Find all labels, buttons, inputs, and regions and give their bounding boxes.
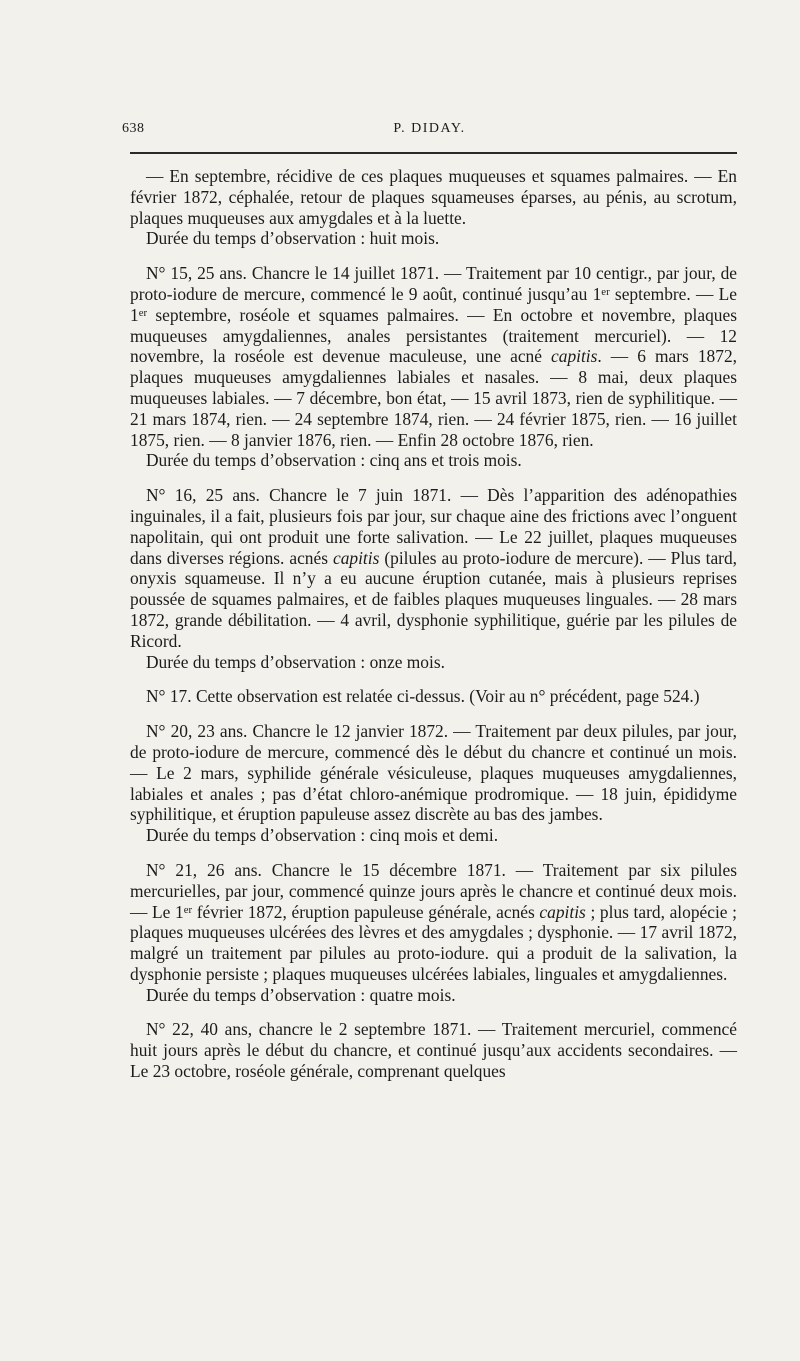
paragraph — [130, 686, 737, 707]
paragraph — [130, 166, 737, 228]
text-run: septembre, roséole et squames palmaires. — En octobre et novembre, plaques muqueuses amygdaliennes, anales persistantes (traitement mercuriel). — 12 novembre, la roséole est devenue maculeuse, une acné — [130, 304, 737, 367]
text-run: Durée du temps d’observation : huit mois. — [146, 228, 440, 249]
body-text — [130, 166, 737, 1082]
paragraph — [130, 860, 737, 985]
italic-term: capitis — [332, 547, 380, 568]
paragraph — [130, 485, 737, 651]
paragraph — [130, 721, 737, 825]
text-run: N° 17. Cette observation est relatée ci-dessus. (Voir au n° précédent, page 524.) — [146, 686, 700, 707]
text-run: . — 6 mars 1872, plaques muqueuses amygdaliennes labiales et nasales. — 8 mai, deux plaques muqueuses labiales. — 7 décembre, bon état, — 15 avril 1873, rien de syphilitique. — 21 mars 1874, rien. — 24 septembre 1874, rien. — 24 février 1875, rien. — 16 juillet 1875, rien. — 8 janvier 1876, rien. — Enfin 28 octobre 1876, rien. — [130, 346, 737, 450]
paragraph — [130, 825, 737, 846]
text-run: — En septembre, récidive de ces plaques muqueuses et squames palmaires. — En février 1872, céphalée, retour de plaques squameuses éparses, au pénis, au scrotum, plaques muqueuses aux amygdales et à la luette. — [130, 166, 737, 228]
header-rule — [130, 152, 737, 154]
paragraph — [130, 228, 737, 249]
italic-term: capitis — [539, 901, 586, 922]
text-run: (pilules au proto-iodure de mercure). — Plus tard, onyxis squameuse. Il n’y a eu aucune éruption cutanée, mais à plusieurs reprises poussée de squames palmaires, et de faibles plaques muqueuses linguales. — 28 mars 1872, grande débilitation. — 4 avril, dysphonie syphilitique, guérie par les pilules de Ricord. — [130, 547, 738, 651]
text-run: Durée du temps d’observation : onze mois. — [146, 651, 445, 672]
text-run: N° 22, 40 ans, chancre le 2 septembre 1871. — Traitement mercuriel, commencé huit jours après le début du chancre, et continué jusqu’aux accidents secondaires. — Le 23 octobre, roséole générale, comprenant quelques — [130, 1019, 737, 1082]
text-run: N° 15, 25 ans. Chancre le 14 juillet 1871. — Traitement par 10 centigr., par jour, de proto-iodure de mercure, commencé le 9 août, continué jusqu’au 1 — [130, 263, 737, 304]
text-run: septembre. — Le 1 — [130, 283, 737, 325]
running-head: P. DIDAY. — [393, 121, 466, 136]
italic-term: capitis — [551, 346, 598, 367]
text-run: N° 20, 23 ans. Chancre le 12 janvier 1872. — Traitement par deux pilules, par jour, de proto-iodure de mercure, commencé dès le début du chancre et continué un mois. — Le 2 mars, syphilide générale vésiculeuse, plaques muqueuses amygdaliennes, labiales et anales ; pas d’état chloro-anémique prodromique. — 18 juin, épididyme syphilitique, et éruption papuleuse assez discrète au bas des jambes. — [130, 721, 737, 825]
text-run: N° 21, 26 ans. Chancre le 15 décembre 1871. — Traitement par six pilules mercurielles, par jour, commencé quinze jours après le chancre et continué deux mois. — Le 1 — [130, 859, 737, 922]
paragraph — [130, 263, 737, 450]
text-run: Durée du temps d’observation : cinq mois et demi. — [146, 825, 499, 846]
text-run: février 1872, éruption papuleuse générale, acnés — [192, 901, 540, 922]
text-run: Durée du temps d’observation : quatre mois. — [146, 984, 456, 1005]
superscript: er — [183, 903, 193, 916]
paragraph — [130, 652, 737, 673]
text-run: ; plus tard, alopécie ; plaques muqueuses ulcérées des lèvres et des amygdales ; dysphonie. — 17 avril 1872, malgré un traitement par pilules au proto-iodure. qui a produit de la salivation, la dysphonie persiste ; plaques muqueuses ulcérées labiales, linguales et amygdaliennes. — [130, 901, 737, 984]
superscript: er — [601, 286, 610, 299]
paragraph — [130, 1019, 737, 1081]
text-run: Durée du temps d’observation : cinq ans et trois mois. — [146, 450, 522, 471]
text-run: N° 16, 25 ans. Chancre le 7 juin 1871. — Dès l’apparition des adénopathies inguinales, il a fait, plusieurs fois par jour, sur chaque aine des frictions avec l’onguent napolitain, qui ont produit une forte salivation. — Le 22 juillet, plaques muqueuses dans diverses régions. acnés — [130, 485, 737, 568]
page-header — [122, 121, 737, 143]
paragraph — [130, 450, 737, 471]
superscript: er — [138, 306, 148, 319]
paragraph — [130, 985, 737, 1006]
page-number: 638 — [122, 121, 145, 136]
